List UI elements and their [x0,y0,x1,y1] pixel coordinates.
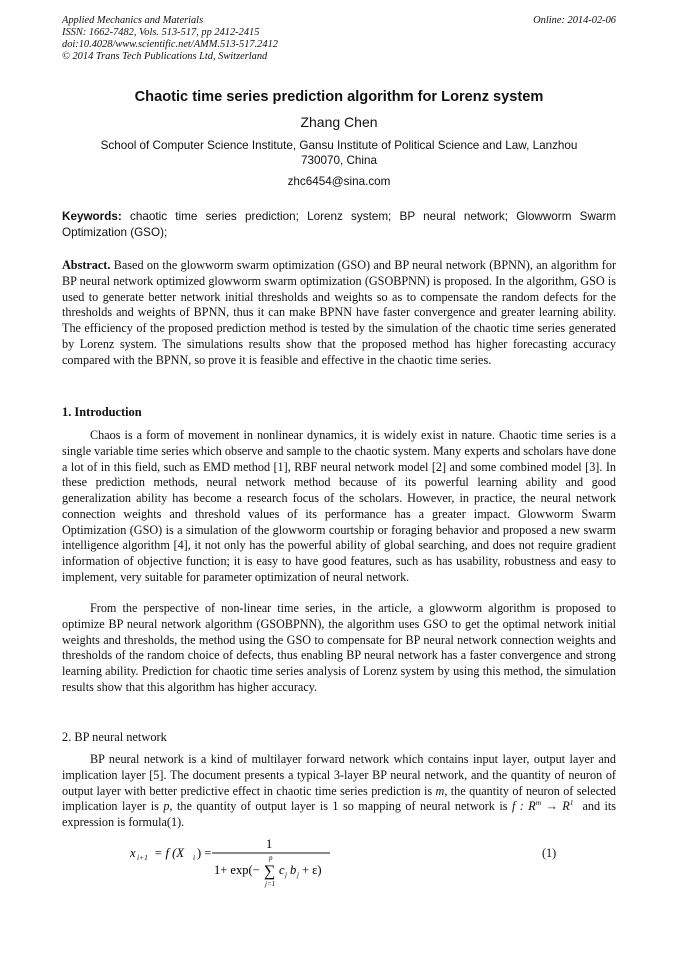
sum-symbol: ∑ [264,863,276,880]
intro-paragraph-2: From the perspective of non-linear time series, in the article, a glowworm algorithm is proposed to optimize BP neural network algorithm (GSOBPNN), the algorithm uses GSO to get the optimal network initial weights and thresholds, the method using the GSO to compensate for BP neural network connection weights and thresholds of the random choice of defects, thus enabling BP neural network has a faster convergence and strong learning ability. Prediction for chaotic time series analysis of Lorenz system by using this method, the simulation results show that this algorithm has higher accuracy. [62,601,616,694]
abstract-block [62,258,616,368]
journal-name: Applied Mechanics and Materials [62,15,204,26]
doi-line[interactable]: doi:10.4028/www.scientific.net/AMM.513-517.2412 [62,39,278,51]
formula-eq1-end: ) = [197,846,212,860]
section-heading-bp-network: 2. BP neural network [62,730,167,744]
online-date: Online: 2014-02-06 [533,15,616,26]
term-b-sub: j [297,871,299,879]
journal-header [62,15,616,63]
keywords-text: chaotic time series prediction; Lorenz system; BP neural network; Glowworm Swarm Optimization (GSO); [62,210,617,239]
author-name: Zhang Chen [300,114,378,130]
formula-lhs: x [130,846,136,860]
formula-eq1-sub: i [193,853,196,862]
formula-numerator: 1 [266,837,273,851]
keywords-block [62,209,616,240]
copyright-line: © 2014 Trans Tech Publications Ltd, Switzerland [62,51,268,63]
bp-network-paragraph [62,752,616,831]
bp-text-c: , the quantity of output layer is 1 so mapping of neural network is [169,799,508,814]
author-affiliation [62,139,616,168]
abstract-label: Abstract. [62,258,111,272]
section-heading-introduction: 1. Introduction [62,405,142,419]
affiliation-line-1: School of Computer Science Institute, Gansu Institute of Political Science and Law, Lanzhou [100,139,578,152]
formula-eq1: = f (X [154,846,184,860]
formula-denom-end: + ε) [302,863,322,877]
author-email[interactable]: zhc6454@sina.com [287,175,391,188]
term-c: c [279,863,285,877]
term-b: b [290,863,297,877]
bp-text-a: BP neural network is a kind of multilayer forward network which contains input layer, output layer and implication layer [5]. The document presents a typical 3-layer BP neural network, and the quantity of neuron of output layer with better predictive effect in chaotic time series prediction is [62,752,616,798]
equation-number: (1) [542,846,557,860]
term-c-sub: j [285,871,287,879]
formula-1 [130,836,560,896]
intro-paragraph-1: Chaos is a form of movement in nonlinear dynamics, it is widely exist in nature. Chaotic time series is a single variable time series which observe and sample to the chaotic system. Many experts and scholars have done a lot of in this field, such as EMD method [1], RBF neural network model [2] and some combined model [3]. In these prediction methods, neural network method because of its powerful learning ability and good generalization ability has become a research focus of the scholars. However, in practice, the neural network connection weights and threshold values of its performance has a greater impact. Glowworm Swarm Optimization (GSO) is a simulation of the glowworm courtship or foraging behavior and proposed a new swarm intelligence algorithm [4], it not only has the powerful ability of global searching, and does not require gradient information of objective function; it is easy to have good features, such as has usability, robustness and easy to implement, very suitable for parameter optimization of neural network. [62,428,616,584]
sum-upper-limit: p [269,854,273,862]
bp-text-b: , the quantity of neuron of selected implication layer is [62,783,616,814]
paper-title: Chaotic time series prediction algorithm for Lorenz system [134,89,544,105]
bp-text-d: and its expression is formula(1). [62,799,617,829]
mapping-expression: f : $R^m \to R^1$ [511,798,574,814]
formula-denom-start: 1+ exp(− [214,863,260,877]
sum-lower-limit: j=1 [265,880,276,888]
affiliation-line-2: 730070, China [300,153,378,167]
var-p: p [163,799,170,814]
keywords-label: Keywords: [62,210,122,223]
formula-lhs-sub: i+1 [137,853,148,862]
issn-line: ISSN: 1662-7482, Vols. 513-517, pp 2412-2415 [62,27,260,39]
abstract-text: Based on the glowworm swarm optimization (GSO) and BP neural network (BPNN), an algorithm for BP neural network optimized glowworm swarm optimization (GSOBPNN) is proposed. In the algorithm, GSO is used to generate better network initial thresholds and weights so as to compensate the random defects for the thresholds and weights of BPNN, thus it can make BPNN have faster convergence and greater learning ability. The efficiency of the proposed prediction method is tested by the simulation of the chaotic time series generated by Lorenz system. The simulations results show that the proposed method has higher forecasting accuracy compared with the BPNN, so prove it is feasible and effective in the chaotic time series. [62,258,616,367]
var-m: m [435,783,445,798]
